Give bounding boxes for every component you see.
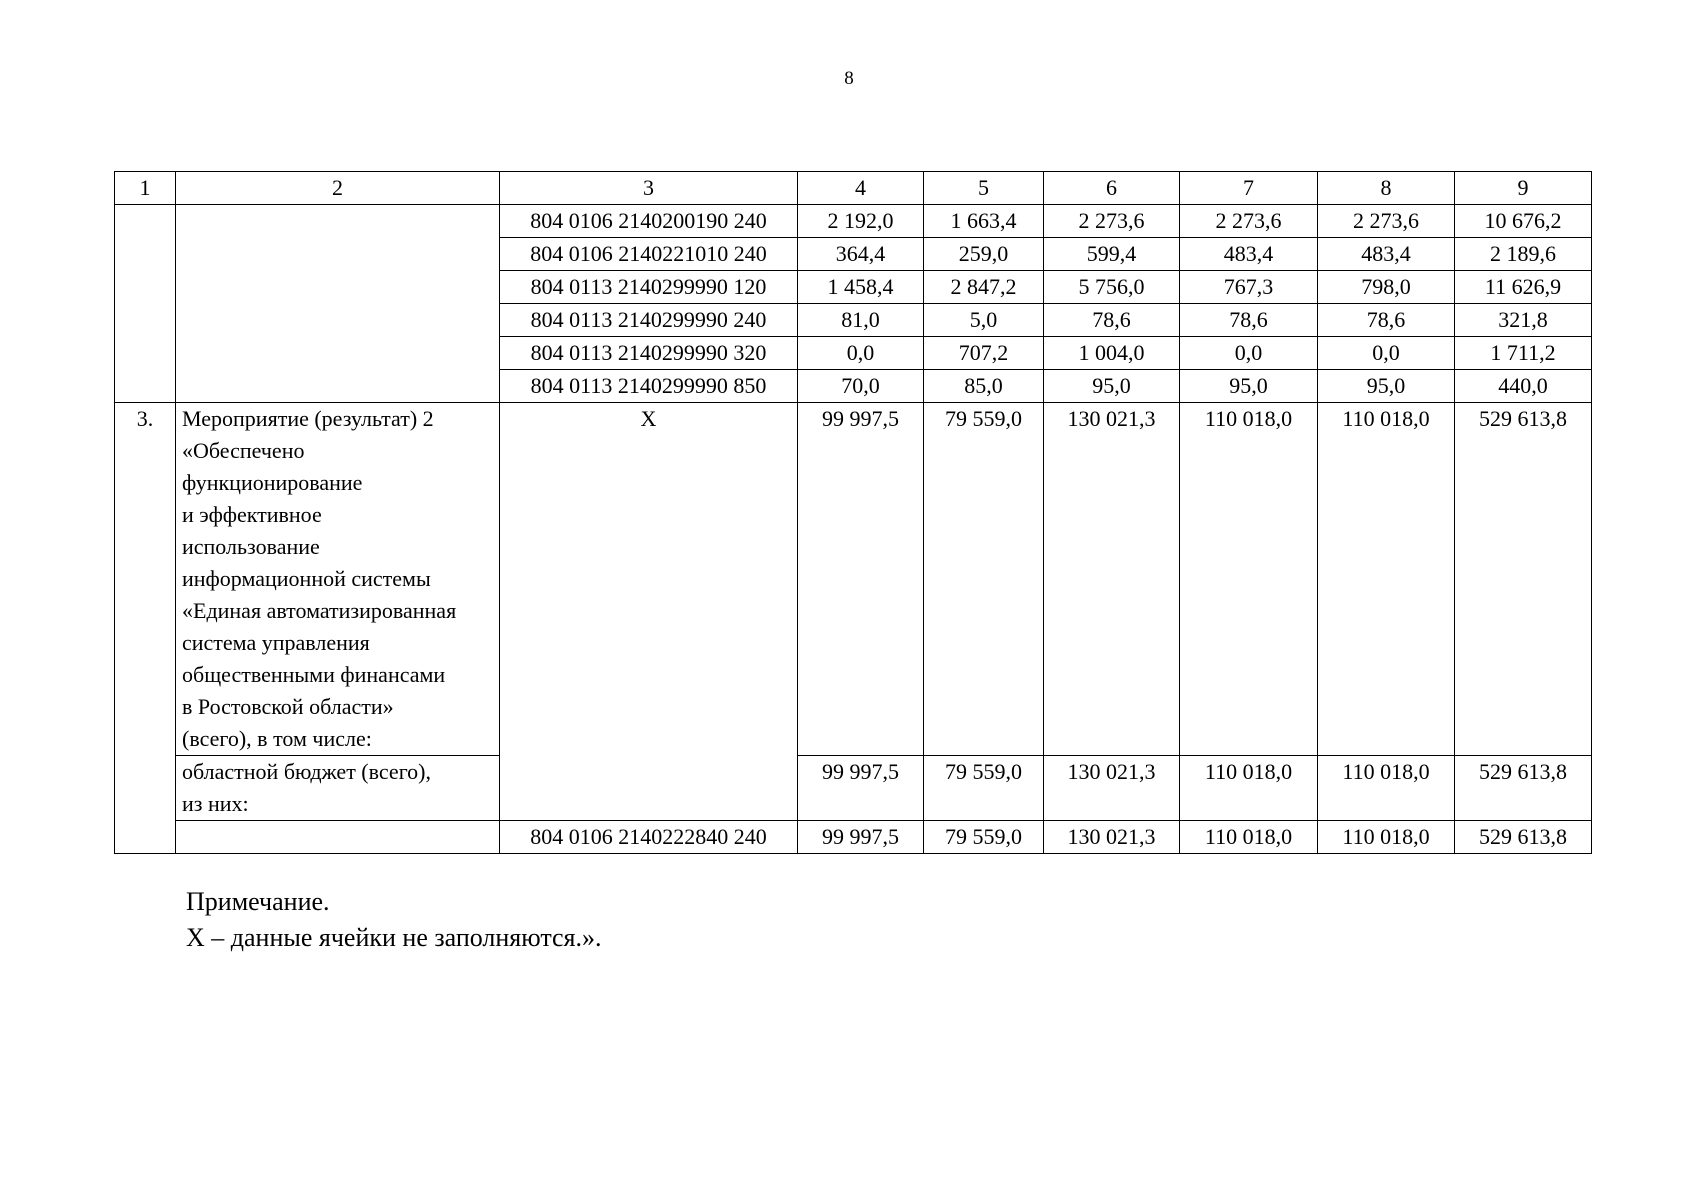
value-cell: 321,8 (1455, 304, 1592, 337)
header-cell: 5 (924, 172, 1044, 205)
header-cell: 3 (500, 172, 798, 205)
value-cell: 110 018,0 (1180, 821, 1318, 854)
value-cell: 78,6 (1180, 304, 1318, 337)
value-cell: 95,0 (1044, 370, 1180, 403)
value-cell: 79 559,0 (924, 756, 1044, 821)
value-cell: 259,0 (924, 238, 1044, 271)
value-cell: 79 559,0 (924, 403, 1044, 756)
value-cell: 529 613,8 (1455, 403, 1592, 756)
code-cell: 804 0106 2140221010 240 (500, 238, 798, 271)
item-name-line: информационной системы (182, 566, 431, 591)
value-cell: 130 021,3 (1044, 756, 1180, 821)
value-cell: 10 676,2 (1455, 205, 1592, 238)
value-cell: 11 626,9 (1455, 271, 1592, 304)
value-cell: 0,0 (1318, 337, 1455, 370)
item-3-row (115, 403, 1592, 756)
value-cell: 70,0 (798, 370, 924, 403)
value-cell: 1 663,4 (924, 205, 1044, 238)
value-cell: 78,6 (1318, 304, 1455, 337)
regional-budget-row (115, 756, 1592, 821)
header-cell: 6 (1044, 172, 1180, 205)
item-name-line: использование (182, 534, 320, 559)
empty-number-cell (115, 205, 176, 403)
value-cell: 2 273,6 (1318, 205, 1455, 238)
value-cell: 529 613,8 (1455, 821, 1592, 854)
value-cell: 110 018,0 (1318, 756, 1455, 821)
note (186, 884, 602, 956)
item-name-line: Мероприятие (результат) 2 (182, 406, 434, 431)
header-cell: 7 (1180, 172, 1318, 205)
code-cell: 804 0113 2140299990 850 (500, 370, 798, 403)
item-number-cell: 3. (115, 403, 176, 854)
item-name-line: в Ростовской области» (182, 694, 394, 719)
value-cell: 130 021,3 (1044, 403, 1180, 756)
item-name-cell (176, 403, 500, 756)
value-cell: 110 018,0 (1180, 756, 1318, 821)
budget-name-line: из них: (182, 791, 249, 816)
value-cell: 483,4 (1318, 238, 1455, 271)
value-cell: 95,0 (1180, 370, 1318, 403)
value-cell: 5,0 (924, 304, 1044, 337)
header-cell: 2 (176, 172, 500, 205)
value-cell: 110 018,0 (1318, 403, 1455, 756)
value-cell: 99 997,5 (798, 403, 924, 756)
value-cell: 110 018,0 (1318, 821, 1455, 854)
note-title: Примечание. (186, 887, 330, 916)
detail-row (115, 821, 1592, 854)
item-name-line: система управления (182, 630, 370, 655)
code-cell: 804 0106 2140222840 240 (500, 821, 798, 854)
header-cell: 8 (1318, 172, 1455, 205)
value-cell: 99 997,5 (798, 821, 924, 854)
value-cell: 79 559,0 (924, 821, 1044, 854)
item-name-line: функционирование (182, 470, 363, 495)
value-cell: 440,0 (1455, 370, 1592, 403)
code-cell: 804 0113 2140299990 120 (500, 271, 798, 304)
code-cell-x: X (500, 403, 798, 821)
value-cell: 78,6 (1044, 304, 1180, 337)
empty-name-cell (176, 821, 500, 854)
budget-name-line: областной бюджет (всего), (182, 759, 431, 784)
header-cell: 9 (1455, 172, 1592, 205)
value-cell: 5 756,0 (1044, 271, 1180, 304)
header-cell: 4 (798, 172, 924, 205)
item-name-line: (всего), в том числе: (182, 726, 372, 751)
value-cell: 130 021,3 (1044, 821, 1180, 854)
value-cell: 2 192,0 (798, 205, 924, 238)
value-cell: 1 004,0 (1044, 337, 1180, 370)
value-cell: 2 847,2 (924, 271, 1044, 304)
value-cell: 2 273,6 (1180, 205, 1318, 238)
header-row (115, 172, 1592, 205)
value-cell: 0,0 (798, 337, 924, 370)
value-cell: 1 711,2 (1455, 337, 1592, 370)
code-cell: 804 0106 2140200190 240 (500, 205, 798, 238)
value-cell: 81,0 (798, 304, 924, 337)
empty-name-cell (176, 205, 500, 403)
value-cell: 767,3 (1180, 271, 1318, 304)
note-text: X – данные ячейки не заполняются.». (186, 923, 602, 952)
item-name-line: «Обеспечено (182, 438, 305, 463)
value-cell: 0,0 (1180, 337, 1318, 370)
value-cell: 798,0 (1318, 271, 1455, 304)
value-cell: 529 613,8 (1455, 756, 1592, 821)
budget-table (114, 171, 1592, 854)
value-cell: 599,4 (1044, 238, 1180, 271)
value-cell: 99 997,5 (798, 756, 924, 821)
item-name-line: «Единая автоматизированная (182, 598, 457, 623)
item-name-line: и эффективное (182, 502, 322, 527)
value-cell: 1 458,4 (798, 271, 924, 304)
value-cell: 110 018,0 (1180, 403, 1318, 756)
value-cell: 483,4 (1180, 238, 1318, 271)
header-cell: 1 (115, 172, 176, 205)
value-cell: 2 189,6 (1455, 238, 1592, 271)
code-cell: 804 0113 2140299990 320 (500, 337, 798, 370)
page-number: 8 (844, 68, 854, 89)
value-cell: 364,4 (798, 238, 924, 271)
budget-name-cell (176, 756, 500, 821)
table-row (115, 205, 1592, 238)
value-cell: 85,0 (924, 370, 1044, 403)
item-name-line: общественными финансами (182, 662, 446, 687)
value-cell: 707,2 (924, 337, 1044, 370)
code-cell: 804 0113 2140299990 240 (500, 304, 798, 337)
value-cell: 95,0 (1318, 370, 1455, 403)
value-cell: 2 273,6 (1044, 205, 1180, 238)
